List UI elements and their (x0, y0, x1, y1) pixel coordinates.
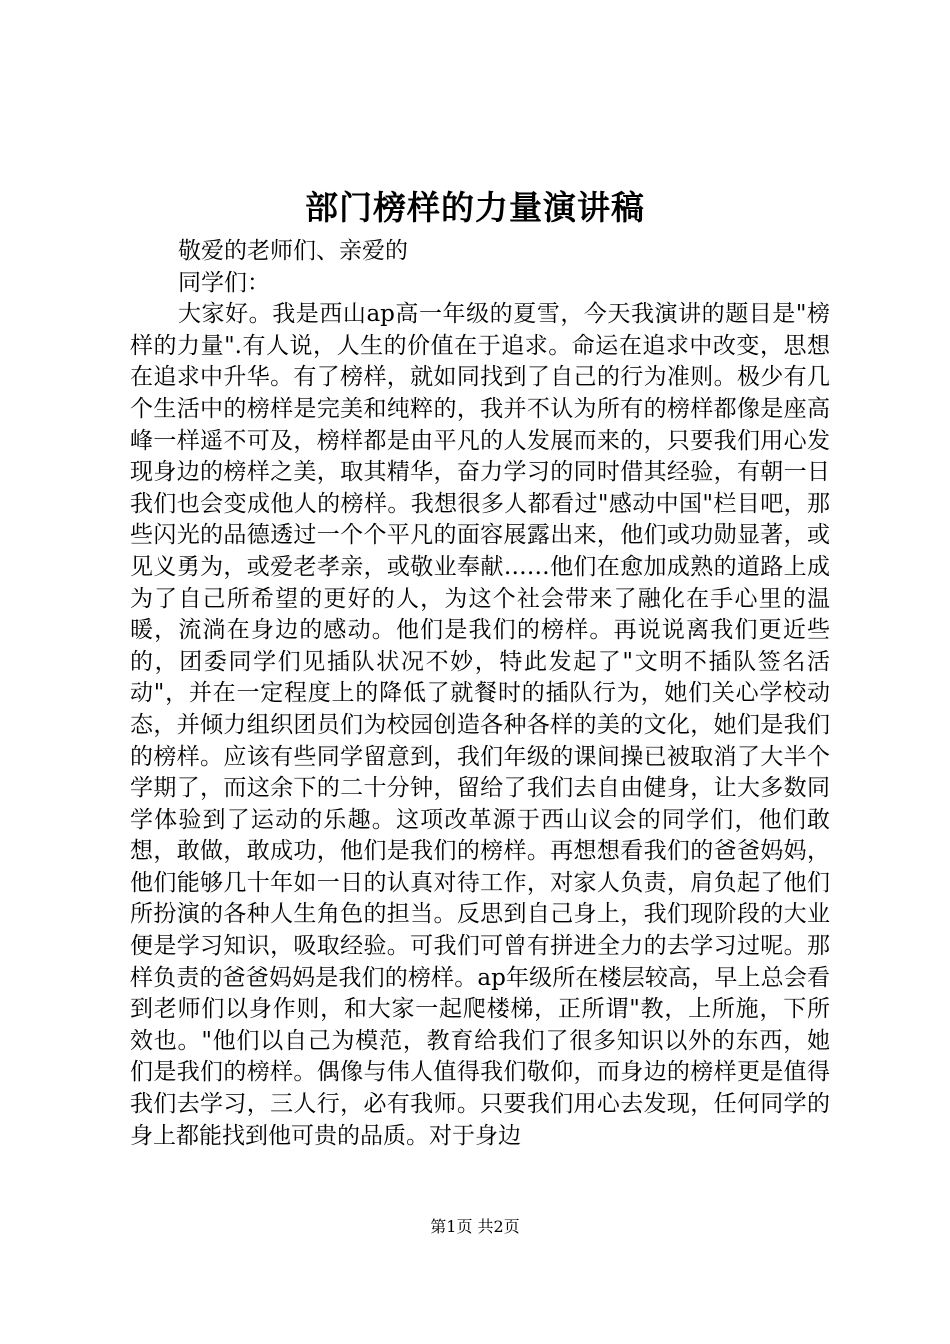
page-indicator: 第1页 共2页 (430, 1217, 520, 1236)
salutation-line-1: 敬爱的老师们、亲爱的 (178, 238, 408, 264)
salutation-line-2: 同学们： (178, 269, 270, 296)
body-paragraph: 大家好。我是西山ap高一年级的夏雪，今天我演讲的题目是"榜样的力量".有人说，人生的价值在于追求。命运在追求中改变，思想在追求中升华。有了榜样，就如同找到了自己的行为准则。极少有几个生活中的榜样是完美和纯粹的，我并不认为所有的榜样都像是座高峰一样遥不可及，榜样都是由平凡的人发展而来的，只要我们用心发现身边的榜样之美，取其精华，奋力学习的同时借其经验，有朝一日我们也会变成他人的榜样。我想很多人都看过"感动中国"栏目吧，那些闪光的品德透过一个个平凡的面容展露出来，他们或功勋显著，或见义勇为，或爱老孝亲，或敬业奉献……他们在愈加成熟的道路上成为了自己所希望的更好的人，为这个社会带来了融化在手心里的温暖，流淌在身边的感动。他们是我们的榜样。再说说离我们更近些的，团委同学们见插队状况不妙，特此发起了"文明不插队签名活动"，并在一定程度上的降低了就餐时的插队行为，她们关心学校动态，并倾力组织团员们为校园创造各种各样的美的文化，她们是我们的榜样。应该有些同学留意到，我们年级的课间操已被取消了大半个学期了，而这余下的二十分钟，留给了我们去自由健身，让大多数同学体验到了运动的乐趣。这项改革源于西山议会的同学们，他们敢想，敢做，敢成功，他们是我们的榜样。再想想看我们的爸爸妈妈，他们能够几十年如一日的认真对待工作，对家人负责，肩负起了他们所扮演的各种人生角色的担当。反思到自己身上，我们现阶段的大业便是学习知识，吸取经验。可我们可曾有拼进全力的去学习过呢。那样负责的爸爸妈妈是我们的榜样。ap年级所在楼层较高，早上总会看到老师们以身作则，和大家一起爬楼梯，正所谓"教，上所施，下所效也。"他们以自己为模范，教育给我们了很多知识以外的东西，她们是我们的榜样。偶像与伟人值得我们敬仰，而身边的榜样更是值得我们去学习，三人行，必有我师。只要我们用心去发现，任何同学的身上都能找到他可贵的品质。对于身边 (130, 301, 830, 1149)
page-title: 部门榜样的力量演讲稿 (305, 188, 645, 227)
document-body (130, 236, 830, 1152)
